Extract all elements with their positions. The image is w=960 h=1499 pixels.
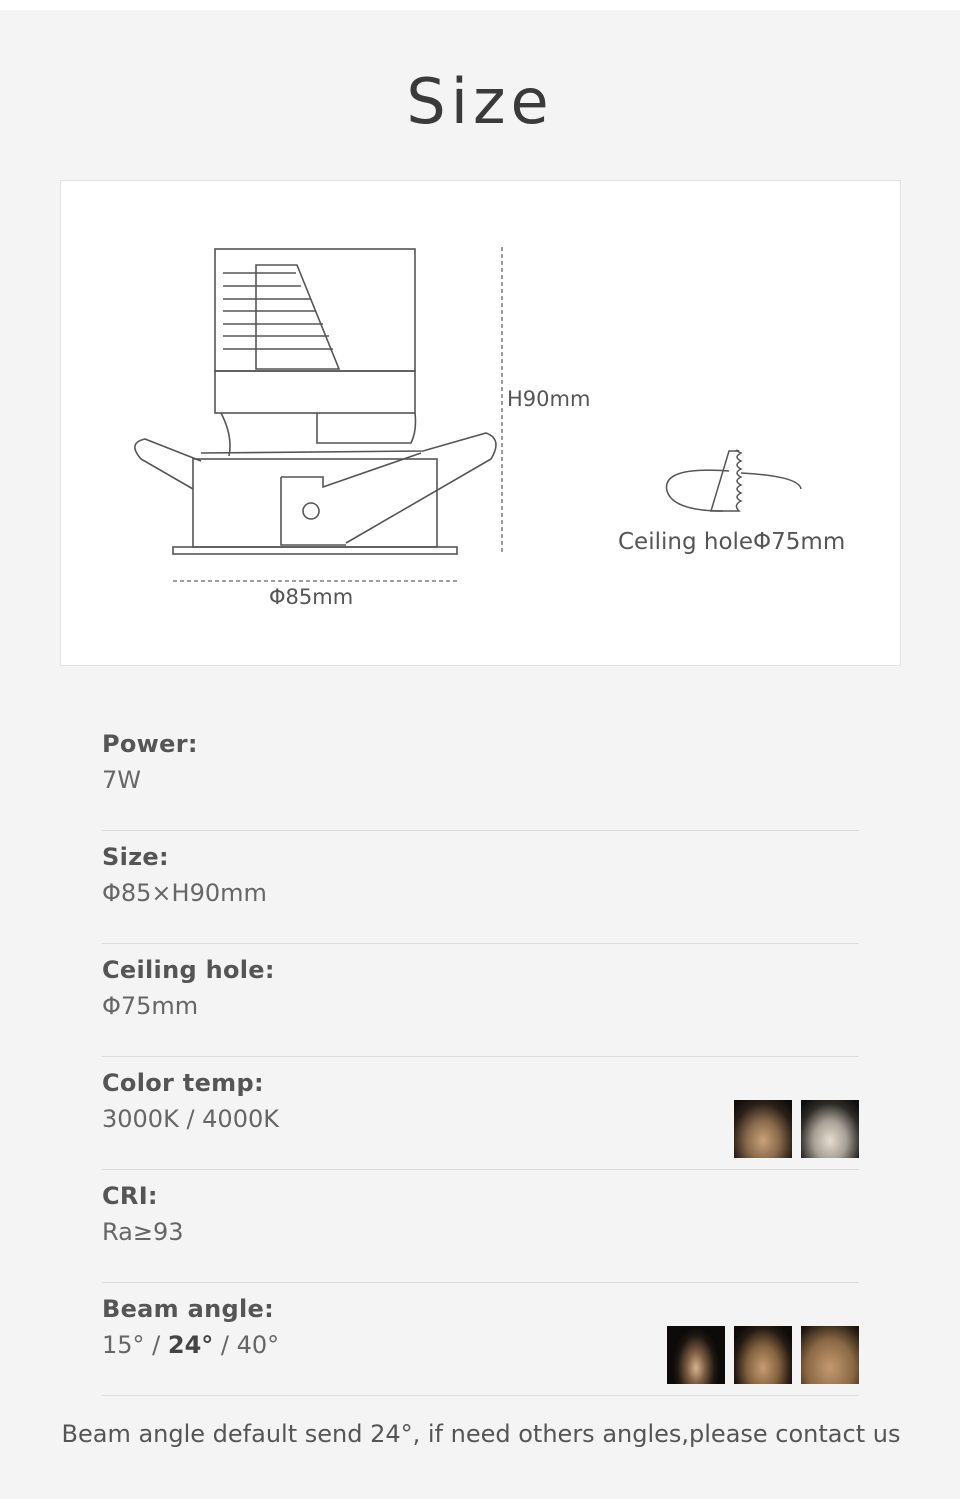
spec-label: Color temp: bbox=[102, 1069, 264, 1097]
beam-angle-swatches bbox=[667, 1326, 859, 1384]
spec-label: Size: bbox=[102, 843, 169, 871]
wide-beam-swatch-image bbox=[801, 1326, 859, 1384]
medium-beam-swatch-image bbox=[734, 1326, 792, 1384]
page-title: Size bbox=[406, 65, 554, 138]
spec-label: CRI: bbox=[102, 1182, 158, 1210]
narrow-beam-swatch-image bbox=[667, 1326, 725, 1384]
spec-value: Ra≥93 bbox=[102, 1218, 184, 1246]
diameter-label: Φ85mm bbox=[269, 585, 354, 609]
spec-list bbox=[102, 718, 859, 1396]
clip-rivet bbox=[303, 503, 319, 519]
spec-label: Ceiling hole: bbox=[102, 956, 275, 984]
dimension-diagram-card bbox=[60, 180, 901, 666]
ceiling-hole-label: Ceiling holeΦ75mm bbox=[618, 529, 846, 555]
spec-value: Φ85×H90mm bbox=[102, 879, 267, 907]
beam-angle-narrow: 15° / bbox=[102, 1331, 168, 1359]
spec-label: Beam angle: bbox=[102, 1295, 274, 1323]
neck-outline bbox=[215, 371, 415, 413]
spec-row-ceiling-hole bbox=[102, 944, 859, 1057]
spec-value: Φ75mm bbox=[102, 992, 199, 1020]
height-label: H90mm bbox=[507, 387, 591, 411]
beam-angle-wide: / 40° bbox=[213, 1331, 280, 1359]
beam-angle-default: 24° bbox=[167, 1331, 214, 1359]
footer-note: Beam angle default send 24°, if need others angles,please contact us bbox=[61, 1420, 901, 1448]
clip-plate bbox=[281, 453, 421, 545]
spec-label: Power: bbox=[102, 730, 198, 758]
spec-row-cri bbox=[102, 1170, 859, 1283]
spec-value: 7W bbox=[102, 766, 141, 794]
color-temp-swatches bbox=[734, 1100, 859, 1158]
ceiling-hole-icon bbox=[667, 450, 801, 511]
right-spring-clip bbox=[201, 433, 496, 543]
neck-curve bbox=[221, 413, 416, 456]
downlight-dimension-drawing bbox=[61, 181, 902, 667]
spec-value bbox=[102, 1331, 279, 1359]
spec-value: 3000K / 4000K bbox=[102, 1105, 279, 1133]
spec-row-power bbox=[102, 718, 859, 831]
spec-row-beam-angle bbox=[102, 1283, 859, 1396]
warm-light-swatch-image bbox=[734, 1100, 792, 1158]
left-spring-clip bbox=[135, 439, 201, 489]
heatsink-wedge bbox=[256, 265, 339, 369]
bezel-flange bbox=[173, 547, 457, 554]
heatsink-fins bbox=[223, 273, 333, 349]
housing-outline bbox=[193, 459, 437, 547]
spec-row-size bbox=[102, 831, 859, 944]
neutral-light-swatch-image bbox=[801, 1100, 859, 1158]
spec-row-color-temp bbox=[102, 1057, 859, 1170]
